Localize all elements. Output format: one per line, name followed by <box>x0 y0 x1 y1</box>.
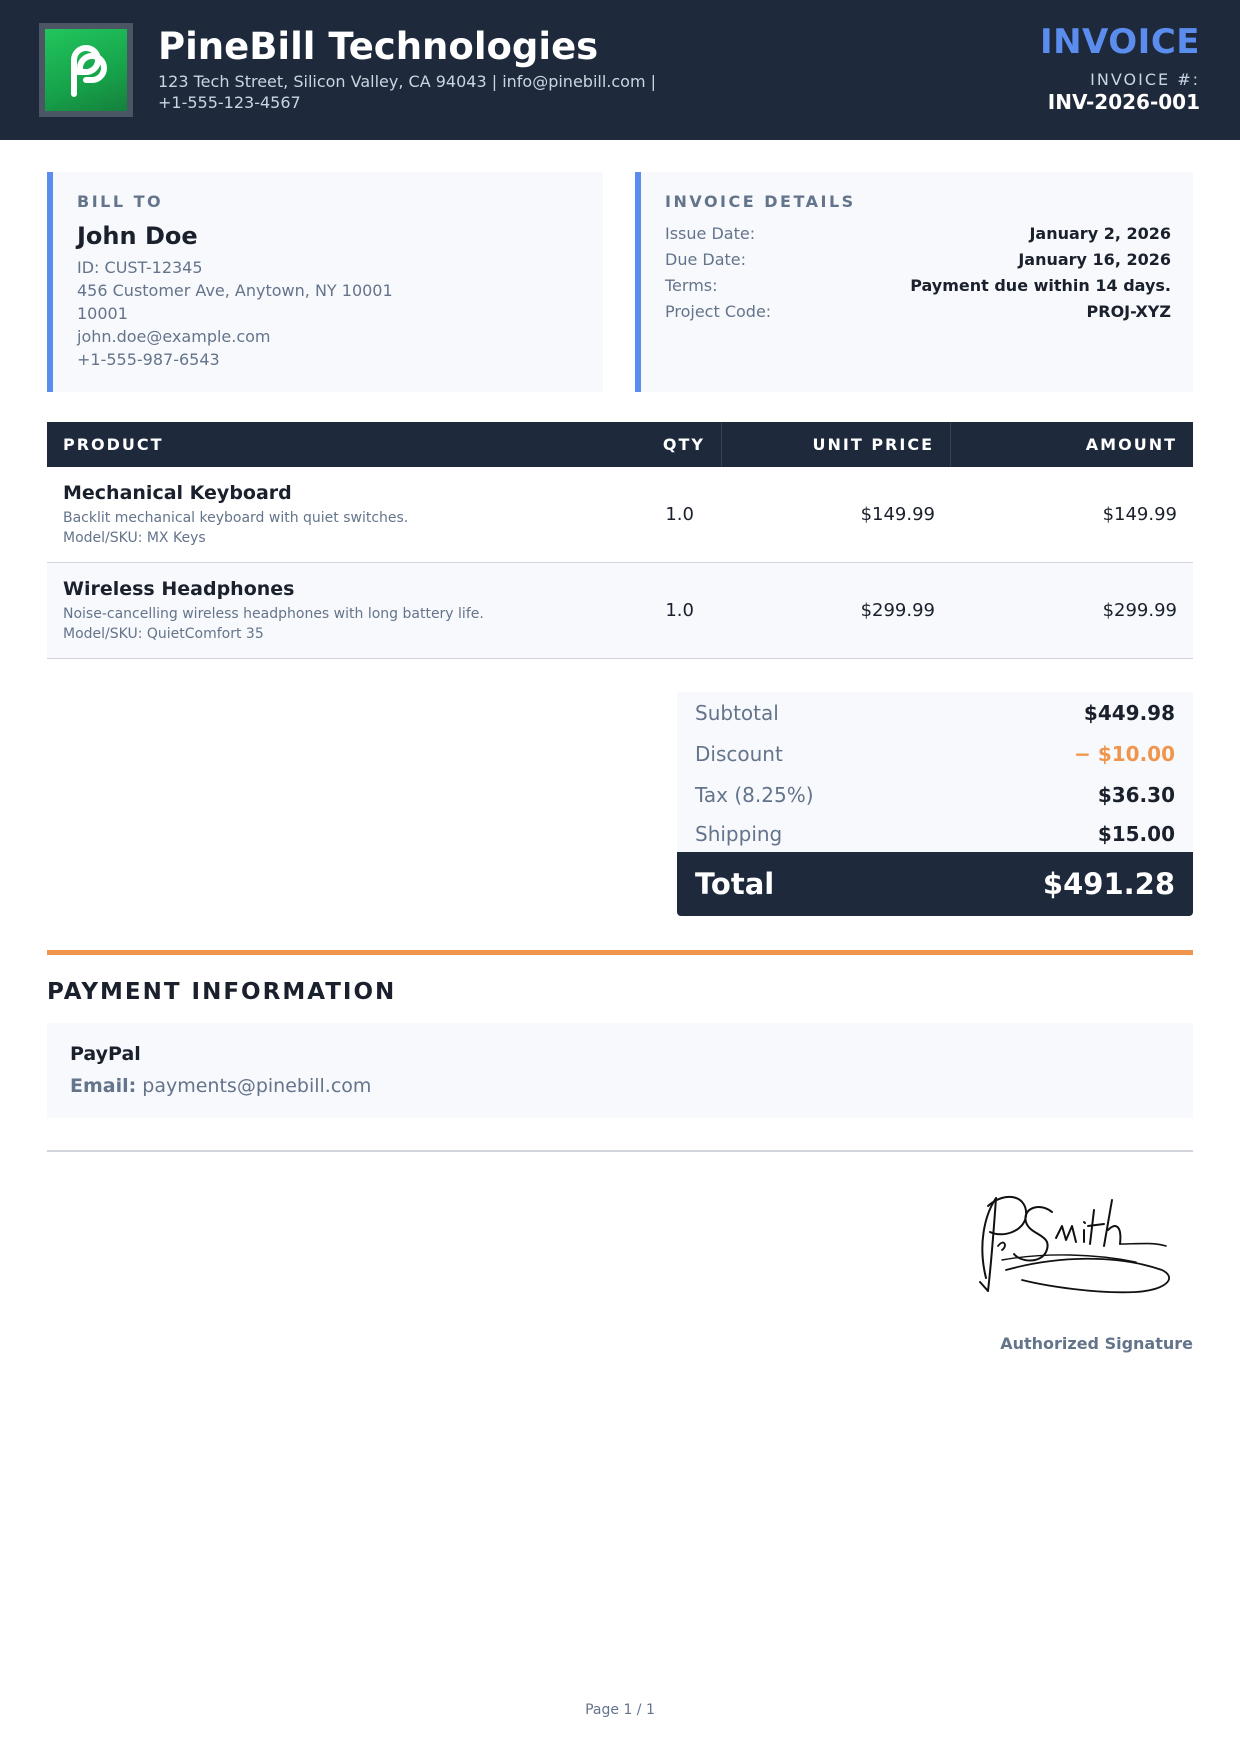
detail-label: Due Date: <box>665 250 747 269</box>
subtotal-row <box>677 692 1193 733</box>
tax-value: $36.30 <box>1097 782 1175 807</box>
payment-email-label: Email: <box>70 1075 137 1097</box>
tax-label: Tax (8.25%) <box>695 782 814 807</box>
company-logo <box>39 23 133 117</box>
payment-email-line <box>70 1075 371 1097</box>
amount-cell: $149.99 <box>1102 504 1177 525</box>
payment-heading: PAYMENT INFORMATION <box>47 979 397 1005</box>
pinebill-logo-icon <box>56 38 116 102</box>
discount-row <box>677 733 1193 774</box>
detail-label: Project Code: <box>665 302 772 321</box>
divider <box>47 1150 1193 1152</box>
shipping-label: Shipping <box>695 821 783 846</box>
company-name: PineBill Technologies <box>158 25 599 68</box>
invoice-details-card <box>635 172 1193 392</box>
product-cell <box>47 563 622 658</box>
bill-to-card <box>47 172 603 392</box>
invoice-details-heading: INVOICE DETAILS <box>665 192 856 211</box>
table-row <box>47 467 1193 563</box>
amount-cell: $299.99 <box>1102 600 1177 621</box>
detail-value: January 16, 2026 <box>1018 250 1171 269</box>
line-items-table <box>47 422 1193 659</box>
signature-image <box>966 1186 1196 1306</box>
product-description: Backlit mechanical keyboard with quiet switches. <box>63 509 409 526</box>
invoice-title: INVOICE <box>1039 22 1200 62</box>
detail-row-terms <box>665 276 1171 302</box>
detail-row-issue-date <box>665 224 1171 250</box>
qty-cell: 1.0 <box>665 600 694 621</box>
column-header-unit-price: UNIT PRICE <box>722 422 951 467</box>
subtotal-value: $449.98 <box>1083 700 1175 725</box>
product-name: Wireless Headphones <box>63 577 295 600</box>
unit-price-cell: $299.99 <box>860 600 935 621</box>
customer-email[interactable]: john.doe@example.com <box>77 327 271 346</box>
column-header-amount: AMOUNT <box>1085 435 1177 454</box>
signature-label: Authorized Signature <box>1000 1334 1193 1353</box>
shipping-value: $15.00 <box>1097 821 1175 846</box>
detail-label: Terms: <box>665 276 718 295</box>
total-label: Total <box>695 867 775 901</box>
discount-value: − $10.00 <box>1074 741 1175 766</box>
detail-value: Payment due within 14 days. <box>910 276 1171 295</box>
customer-name: John Doe <box>77 222 198 250</box>
tax-row <box>677 774 1193 815</box>
column-header-product: PRODUCT <box>63 435 164 454</box>
payment-method: PayPal <box>70 1043 141 1065</box>
customer-zip: 10001 <box>77 304 128 323</box>
totals-panel <box>677 692 1193 916</box>
customer-address: 456 Customer Ave, Anytown, NY 10001 <box>77 281 393 300</box>
detail-value: January 2, 2026 <box>1029 224 1171 243</box>
detail-row-project-code <box>665 302 1171 328</box>
invoice-header <box>0 0 1240 140</box>
company-contact: 123 Tech Street, Silicon Valley, CA 94043 | info@pinebill.com | +1-555-123-4567 <box>158 72 657 112</box>
detail-row-due-date <box>665 250 1171 276</box>
subtotal-label: Subtotal <box>695 700 779 725</box>
detail-value: PROJ-XYZ <box>1086 302 1171 321</box>
customer-info <box>77 256 393 371</box>
product-sku: Model/SKU: MX Keys <box>63 529 206 546</box>
product-description: Noise-cancelling wireless headphones with long battery life. <box>63 605 484 622</box>
bill-to-heading: BILL TO <box>77 192 164 211</box>
column-header-qty: QTY <box>622 422 722 467</box>
product-name: Mechanical Keyboard <box>63 481 292 504</box>
invoice-number-label: INVOICE #: <box>1090 70 1200 89</box>
invoice-number: INV-2026-001 <box>1047 90 1200 114</box>
product-cell <box>47 467 622 562</box>
table-header <box>47 422 1193 467</box>
detail-label: Issue Date: <box>665 224 756 243</box>
shipping-row <box>677 815 1193 852</box>
product-sku: Model/SKU: QuietComfort 35 <box>63 625 264 642</box>
customer-id: ID: CUST-12345 <box>77 258 203 277</box>
grand-total-box <box>677 852 1193 916</box>
payment-box <box>47 1023 1193 1118</box>
total-value: $491.28 <box>1042 867 1175 901</box>
page-number: Page 1 / 1 <box>585 1702 655 1718</box>
qty-cell: 1.0 <box>665 504 694 525</box>
section-divider <box>47 950 1193 955</box>
payment-email[interactable]: payments@pinebill.com <box>142 1075 372 1097</box>
discount-label: Discount <box>695 741 783 766</box>
table-row <box>47 563 1193 659</box>
customer-phone: +1-555-987-6543 <box>77 350 220 369</box>
unit-price-cell: $149.99 <box>860 504 935 525</box>
